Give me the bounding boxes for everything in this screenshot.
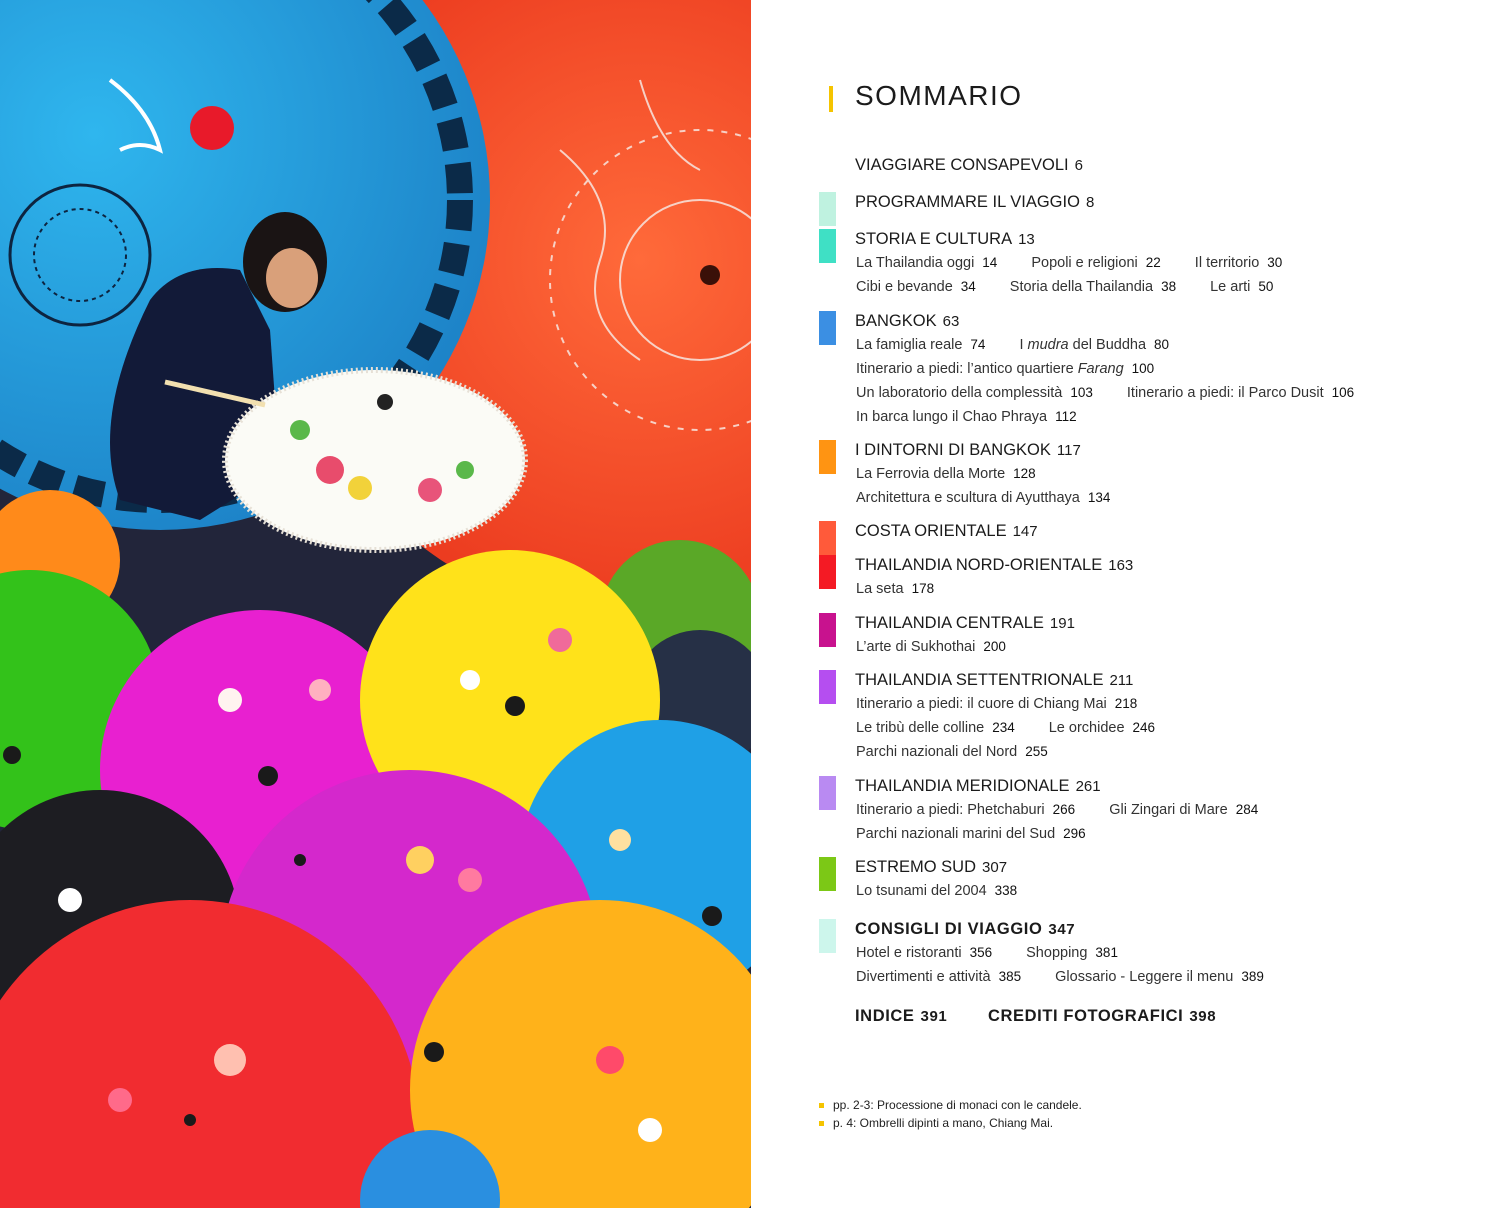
subitem-row xyxy=(856,969,1298,985)
subitem-row xyxy=(856,385,1388,401)
section-heading[interactable] xyxy=(855,777,1101,796)
section-title: STORIA E CULTURA xyxy=(855,230,1013,248)
section-title: THAILANDIA CENTRALE xyxy=(855,614,1044,632)
subitem-page: 178 xyxy=(911,581,935,596)
section-title: ESTREMO SUD xyxy=(855,858,977,876)
subitem-page: 74 xyxy=(970,337,986,352)
index-label: INDICE xyxy=(855,1007,915,1025)
section-title: CONSIGLI DI VIAGGIO xyxy=(855,920,1043,938)
caption-2 xyxy=(819,1116,1053,1130)
section-heading[interactable] xyxy=(855,920,1075,939)
subitem-label: La seta xyxy=(856,581,904,597)
subitem-page: 381 xyxy=(1095,945,1118,960)
subitem-page: 50 xyxy=(1258,279,1274,294)
subitem-label: Un laboratorio della complessità xyxy=(856,385,1063,401)
credits-entry[interactable] xyxy=(988,1007,1216,1026)
subitem-entry[interactable] xyxy=(856,744,1048,760)
caption-text: p. 4: Ombrelli dipinti a mano, Chiang Mai. xyxy=(833,1116,1054,1130)
section-color-swatch xyxy=(819,919,836,953)
subitem-label: Itinerario a piedi: il Parco Dusit xyxy=(1126,385,1324,401)
subitem-page: 106 xyxy=(1331,385,1355,400)
subitem-page: 134 xyxy=(1087,490,1111,505)
subitem-label: Il territorio xyxy=(1194,255,1260,271)
subitem-label: Le arti xyxy=(1210,279,1251,295)
subitem-label: In barca lungo il Chao Phraya xyxy=(856,409,1048,425)
section-heading[interactable] xyxy=(855,230,1035,249)
subitem-entry[interactable] xyxy=(856,361,1154,377)
subitem-entry[interactable] xyxy=(1031,255,1160,271)
subitem-entry[interactable] xyxy=(1019,337,1169,353)
section-title: THAILANDIA MERIDIONALE xyxy=(855,777,1070,795)
section-heading[interactable] xyxy=(855,556,1133,575)
section-title: VIAGGIARE CONSAPEVOLI xyxy=(855,156,1069,174)
section-page: 261 xyxy=(1075,778,1101,795)
subitem-page: 234 xyxy=(992,720,1015,735)
subitem-label: I mudra del Buddha xyxy=(1019,337,1147,353)
section-page: 147 xyxy=(1012,523,1038,540)
subitem-entry[interactable] xyxy=(856,883,1017,899)
subitem-label: Itinerario a piedi: il cuore di Chiang Mai xyxy=(856,696,1107,712)
section-color-swatch xyxy=(819,613,836,647)
section-heading[interactable] xyxy=(855,522,1038,541)
subitem-label: Popoli e religioni xyxy=(1031,255,1138,271)
section-color-swatch xyxy=(819,440,836,474)
subitem-label: Architettura e scultura di Ayutthaya xyxy=(856,490,1080,506)
subitem-label: Hotel e ristoranti xyxy=(856,945,962,961)
subitem-page: 356 xyxy=(969,945,993,960)
subitem-row xyxy=(856,279,1307,295)
section-page: 6 xyxy=(1074,157,1083,174)
subitem-entry[interactable] xyxy=(856,826,1086,842)
page-title: SOMMARIO xyxy=(855,80,1023,111)
subitem-entry[interactable] xyxy=(856,337,985,353)
subitem-entry[interactable] xyxy=(856,466,1036,482)
caption-text: pp. 2-3: Processione di monaci con le candele. xyxy=(833,1098,1082,1112)
subitem-entry[interactable] xyxy=(856,581,934,597)
subitem-row xyxy=(856,802,1292,818)
subitem-entry[interactable] xyxy=(856,802,1075,818)
subitem-page: 218 xyxy=(1114,696,1138,711)
caption-bullet xyxy=(819,1121,824,1126)
subitem-label: Itinerario a piedi: Phetchaburi xyxy=(856,802,1045,818)
subitem-label: Le orchidee xyxy=(1048,720,1125,736)
section-heading[interactable] xyxy=(855,441,1081,460)
section-color-swatch xyxy=(819,192,836,226)
subitem-label: La Thailandia oggi xyxy=(856,255,975,271)
section-color-swatch xyxy=(819,229,836,263)
subitem-page: 112 xyxy=(1055,409,1077,424)
section-title: THAILANDIA NORD-ORIENTALE xyxy=(855,556,1103,574)
subitem-page: 100 xyxy=(1131,361,1155,376)
table-of-contents xyxy=(751,0,1500,1208)
subitem-row xyxy=(856,639,1040,655)
subitem-page: 266 xyxy=(1052,802,1076,817)
section-title: I DINTORNI DI BANGKOK xyxy=(855,441,1051,459)
index-page: 391 xyxy=(920,1008,948,1025)
section-page: 347 xyxy=(1048,921,1076,938)
subitem-entry[interactable] xyxy=(1109,802,1258,818)
subitem-page: 38 xyxy=(1161,279,1177,294)
subitem-row xyxy=(856,945,1152,961)
section-heading[interactable] xyxy=(855,614,1075,633)
subitem-entry[interactable] xyxy=(1055,969,1264,985)
subitem-label: Itinerario a piedi: l’antico quartiere Farang xyxy=(856,361,1124,377)
section-color-swatch xyxy=(819,311,836,345)
subitem-page: 246 xyxy=(1132,720,1156,735)
subitem-label: Parchi nazionali marini del Sud xyxy=(856,826,1056,842)
section-heading[interactable] xyxy=(855,858,1007,877)
credits-page: 398 xyxy=(1189,1008,1217,1025)
subitem-page: 22 xyxy=(1145,255,1161,270)
subitem-entry[interactable] xyxy=(856,255,997,271)
section-color-swatch xyxy=(819,555,836,589)
subitem-label: Parchi nazionali del Nord xyxy=(856,744,1018,760)
subitem-page: 103 xyxy=(1070,385,1093,400)
subitem-label: Storia della Thailandia xyxy=(1009,279,1154,295)
subitem-label: Shopping xyxy=(1026,945,1088,961)
subitem-entry[interactable] xyxy=(856,279,976,295)
caption-1 xyxy=(819,1098,1082,1112)
subitem-label: Divertimenti e attività xyxy=(856,969,991,985)
subitem-entry[interactable] xyxy=(856,639,1006,655)
subitem-entry[interactable] xyxy=(856,385,1093,401)
section-title: COSTA ORIENTALE xyxy=(855,522,1007,540)
subitem-entry[interactable] xyxy=(1049,720,1155,736)
subitem-page: 284 xyxy=(1235,802,1259,817)
subitem-entry[interactable] xyxy=(856,696,1137,712)
subitem-entry[interactable] xyxy=(1127,385,1354,401)
subitem-entry[interactable] xyxy=(856,409,1077,425)
subitem-label: Le tribù delle colline xyxy=(856,720,985,736)
subitem-entry[interactable] xyxy=(856,945,992,961)
subitem-row xyxy=(856,466,1070,482)
subitem-page: 128 xyxy=(1013,466,1036,481)
section-page: 8 xyxy=(1085,194,1095,211)
section-heading[interactable] xyxy=(855,193,1094,212)
subitem-page: 385 xyxy=(998,969,1022,984)
caption-bullet xyxy=(819,1103,824,1108)
section-page: 191 xyxy=(1049,615,1075,632)
subitem-page: 296 xyxy=(1063,826,1086,841)
subitem-page: 80 xyxy=(1154,337,1170,352)
subitem-page: 255 xyxy=(1025,744,1048,759)
subitem-page: 34 xyxy=(960,279,976,294)
section-title: BANGKOK xyxy=(855,312,937,330)
subitem-row xyxy=(856,696,1171,712)
section-page: 211 xyxy=(1109,672,1134,689)
section-color-swatch xyxy=(819,776,836,810)
section-page: 63 xyxy=(942,313,960,330)
subitem-entry[interactable] xyxy=(1210,279,1273,295)
subitem-row xyxy=(856,337,1203,353)
subitem-label: Lo tsunami del 2004 xyxy=(856,883,987,899)
index-entry[interactable] xyxy=(855,1007,947,1026)
section-heading[interactable] xyxy=(855,156,1083,175)
subitem-row xyxy=(856,744,1082,760)
subitem-label: Gli Zingari di Mare xyxy=(1109,802,1228,818)
subitem-row xyxy=(856,409,1111,425)
subitem-entry[interactable] xyxy=(1195,255,1283,271)
subitem-label: Glossario - Leggere il menu xyxy=(1055,969,1234,985)
title-accent-bar xyxy=(829,86,833,112)
subitem-label: La Ferrovia della Morte xyxy=(856,466,1006,482)
subitem-row xyxy=(856,255,1316,271)
section-page: 163 xyxy=(1108,557,1134,574)
subitem-row xyxy=(856,361,1188,377)
subitem-entry[interactable] xyxy=(856,720,1015,736)
subitem-page: 14 xyxy=(982,255,998,270)
section-heading[interactable] xyxy=(855,312,959,331)
subitem-page: 338 xyxy=(994,883,1018,898)
section-page: 307 xyxy=(982,859,1008,876)
subitem-row xyxy=(856,826,1120,842)
section-color-swatch xyxy=(819,857,836,891)
subitem-page: 389 xyxy=(1241,969,1264,984)
section-color-swatch xyxy=(819,521,836,555)
subitem-label: Cibi e bevande xyxy=(856,279,953,295)
subitem-entry[interactable] xyxy=(856,969,1021,985)
subitem-row xyxy=(856,490,1144,506)
subitem-row xyxy=(856,883,1051,899)
subitem-entry[interactable] xyxy=(1026,945,1118,961)
subitem-label: L’arte di Sukhothai xyxy=(856,639,976,655)
subitem-label: La famiglia reale xyxy=(856,337,963,353)
subitem-entry[interactable] xyxy=(856,490,1110,506)
section-page: 13 xyxy=(1018,231,1035,248)
section-page: 117 xyxy=(1056,442,1081,459)
section-color-swatch xyxy=(819,670,836,704)
subitem-page: 30 xyxy=(1267,255,1283,270)
section-title: THAILANDIA SETTENTRIONALE xyxy=(855,671,1104,689)
subitem-entry[interactable] xyxy=(1010,279,1176,295)
credits-label: CREDITI FOTOGRAFICI xyxy=(988,1007,1184,1025)
section-heading[interactable] xyxy=(855,671,1133,690)
subitem-row xyxy=(856,720,1189,736)
subitem-page: 200 xyxy=(983,639,1006,654)
subitem-row xyxy=(856,581,968,597)
section-title: PROGRAMMARE IL VIAGGIO xyxy=(855,193,1080,211)
